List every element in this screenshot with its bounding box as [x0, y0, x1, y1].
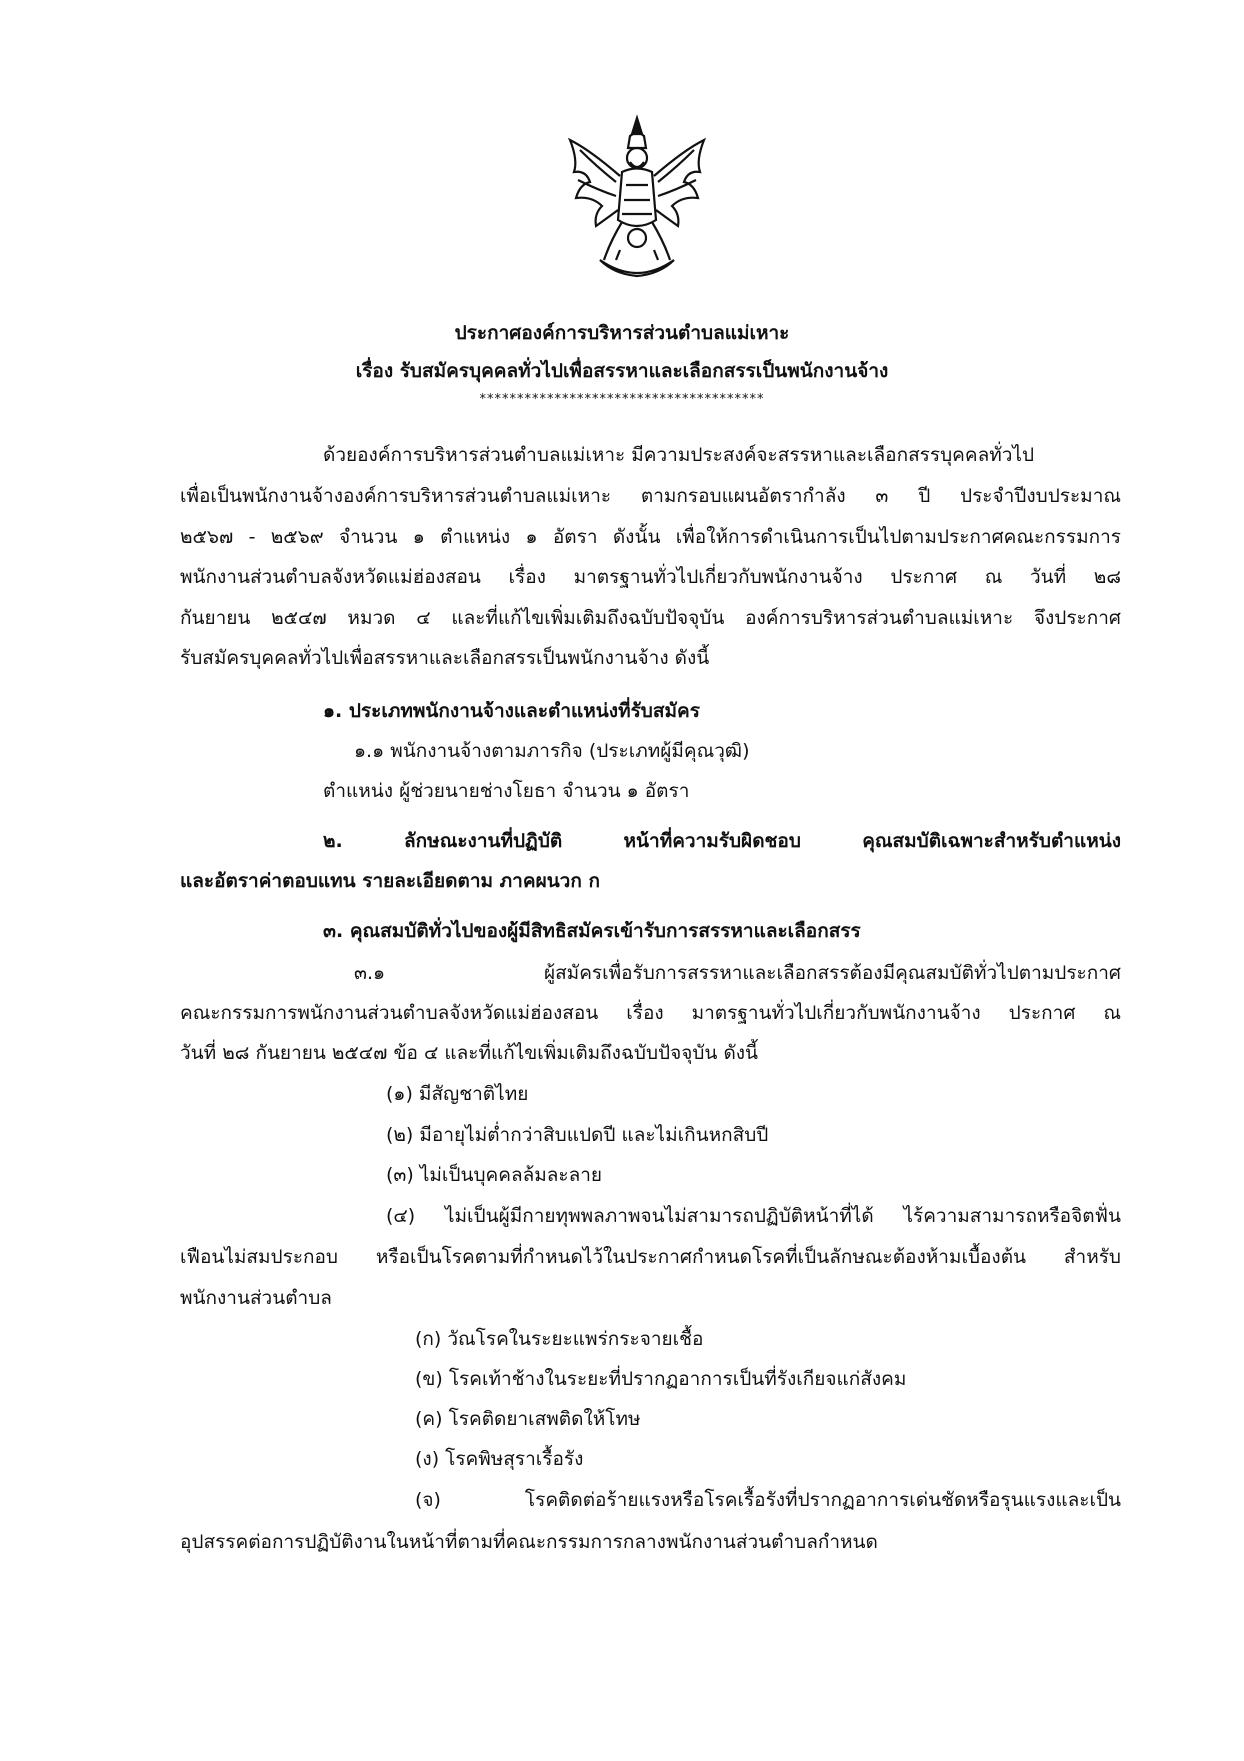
- paragraph-line: เพื่อเป็นพนักงานจ้างองค์การบริหารส่วนตำบลแม่เหาะ ตามกรอบแผนอัตรากำลัง ๓ ปี ประจำปีงบประมาณ: [180, 485, 1121, 507]
- paragraph-line: ๓.๑ ผู้สมัครเพื่อรับการสรรหาและเลือกสรรต้องมีคุณสมบัติทั่วไปตามประกาศ: [354, 962, 1121, 984]
- disease-item: (ง) โรคพิษสุราเรื้อรัง: [415, 1448, 584, 1470]
- disease-item: (ข) โรคเท้าช้างในระยะที่ปรากฏอาการเป็นที่รังเกียจแก่สังคม: [415, 1368, 907, 1390]
- paragraph-line: วันที่ ๒๘ กันยายน ๒๕๔๗ ข้อ ๔ และที่แก้ไขเพิ่มเติมถึงฉบับปัจจุบัน ดังนี้: [180, 1042, 759, 1064]
- qualification-item: (๑) มีสัญชาติไทย: [386, 1083, 529, 1105]
- paragraph-line: อุปสรรคต่อการปฏิบัติงานในหน้าที่ตามที่คณะกรรมการกลางพนักงานส่วนตำบลกำหนด: [180, 1531, 878, 1553]
- garuda-emblem-icon: [560, 110, 715, 285]
- announcement-subject: เรื่อง รับสมัครบุคคลทั่วไปเพื่อสรรหาและเลือกสรรเป็นพนักงานจ้าง: [355, 360, 889, 382]
- qualification-item: (๓) ไม่เป็นบุคคลล้มละลาย: [386, 1164, 603, 1186]
- disease-item: (จ) โรคติดต่อร้ายแรงหรือโรคเรื้อรังที่ปรากฏอาการเด่นชัดหรือรุนแรงและเป็น: [415, 1489, 1121, 1511]
- paragraph-line: พนักงานส่วนตำบล: [180, 1287, 332, 1309]
- subsection-text: ๑.๑ พนักงานจ้างตามภารกิจ (ประเภทผู้มีคุณวุฒิ): [354, 740, 750, 762]
- announcement-title: ประกาศองค์การบริหารส่วนตำบลแม่เหาะ: [454, 322, 790, 344]
- paragraph-line: ๒๕๖๗ - ๒๕๖๙ จำนวน ๑ ตำแหน่ง ๑ อัตรา ดังนั้น เพื่อให้การดำเนินการเป็นไปตามประกาศคณะกรรมการ: [180, 526, 1121, 548]
- section-heading: ๑. ประเภทพนักงานจ้างและตำแหน่งที่รับสมัคร: [323, 700, 700, 722]
- section-heading: และอัตราค่าตอบแทน รายละเอียดตาม ภาคผนวก ก: [180, 870, 600, 892]
- paragraph-line: คณะกรรมการพนักงานส่วนตำบลจังหวัดแม่ฮ่องสอน เรื่อง มาตรฐานทั่วไปเกี่ยวกับพนักงานจ้าง ประกาศ ณ: [180, 1002, 1121, 1024]
- position-text: ตำแหน่ง ผู้ช่วยนายช่างโยธา จำนวน ๑ อัตรา: [323, 780, 690, 802]
- title-divider: **************************************: [479, 392, 765, 407]
- paragraph-line: รับสมัครบุคคลทั่วไปเพื่อสรรหาและเลือกสรรเป็นพนักงานจ้าง ดังนี้: [180, 647, 710, 669]
- section-heading: ๒. ลักษณะงานที่ปฏิบัติ หน้าที่ความรับผิดชอบ คุณสมบัติเฉพาะสำหรับตำแหน่ง: [323, 830, 1121, 852]
- qualification-item: (๒) มีอายุไม่ต่ำกว่าสิบแปดปี และไม่เกินหกสิบปี: [386, 1124, 769, 1146]
- paragraph-line: พนักงานส่วนตำบลจังหวัดแม่ฮ่องสอน เรื่อง มาตรฐานทั่วไปเกี่ยวกับพนักงานจ้าง ประกาศ ณ วันที่ ๒๘: [180, 566, 1121, 588]
- paragraph-line: ด้วยองค์การบริหารส่วนตำบลแม่เหาะ มีความประสงค์จะสรรหาและเลือกสรรบุคคลทั่วไป: [323, 444, 1035, 466]
- paragraph-line: กันยายน ๒๕๔๗ หมวด ๔ และที่แก้ไขเพิ่มเติมถึงฉบับปัจจุบัน องค์การบริหารส่วนตำบลแม่เหาะ จึงประกาศ: [180, 607, 1121, 629]
- disease-item: (ก) วัณโรคในระยะแพร่กระจายเชื้อ: [415, 1328, 704, 1350]
- section-heading: ๓. คุณสมบัติทั่วไปของผู้มีสิทธิสมัครเข้ารับการสรรหาและเลือกสรร: [323, 920, 861, 942]
- paragraph-line: เฟือนไม่สมประกอบ หรือเป็นโรคตามที่กำหนดไว้ในประกาศกำหนดโรคที่เป็นลักษณะต้องห้ามเบื้องต้น สำหรับ: [180, 1246, 1121, 1268]
- disease-item: (ค) โรคติดยาเสพติดให้โทษ: [415, 1408, 641, 1430]
- qualification-item: (๔) ไม่เป็นผู้มีกายทุพพลภาพจนไม่สามารถปฏิบัติหน้าที่ได้ ไร้ความสามารถหรือจิตฟั่น: [386, 1205, 1121, 1227]
